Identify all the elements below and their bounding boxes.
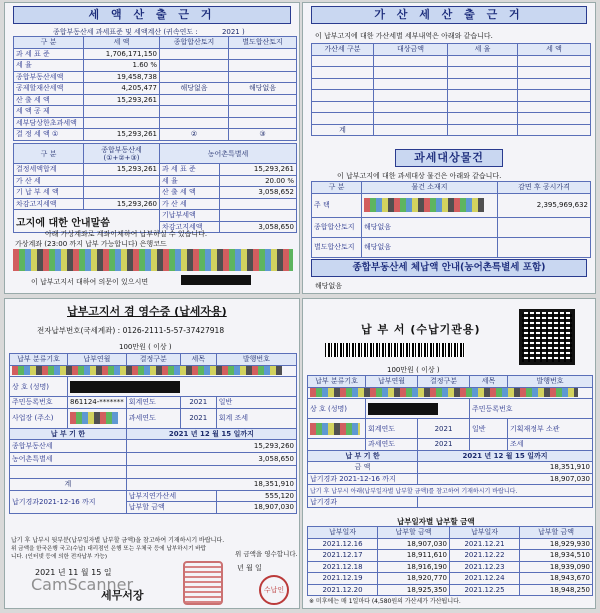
office-name: 세무서장 xyxy=(101,589,144,602)
tax-calc-panel xyxy=(4,2,300,294)
e-pay-number: 전자납부번호(국세계좌) : 0126-2111-5-57-37427918 xyxy=(37,326,225,335)
penalty-table: 가산세 구분 대상금액 세 율 세 액 계 xyxy=(311,43,591,136)
redacted-phone xyxy=(181,275,251,285)
arrears-value: 해당없음 xyxy=(315,282,343,290)
table-row: 기 납 부 세 액 산 출 세 액 3,058,652 xyxy=(14,187,297,199)
guide-line-2: 가상계좌 (23:00 까지 납부 가능합니다) 은행코드 xyxy=(15,240,167,248)
tax-calc-subheader: 종합부동산세 과세표준 및 세액계산 (귀속연도 : 2021 ) xyxy=(53,28,245,36)
redacted-addr xyxy=(70,412,118,424)
table-row: 2021.12.18 18,916,190 2021.12.23 18,939,090 xyxy=(308,561,593,573)
redacted-account xyxy=(13,249,293,271)
penalty-total-label: 계 xyxy=(312,124,374,136)
table-row: 가 산 세 세 율 20.00 % xyxy=(14,175,297,187)
receipt-title: 납부고지서 겸 영수증 (납세자용) xyxy=(67,305,227,318)
property-desc: 이 납부고지에 대한 과세대상 물건은 아래와 같습니다. xyxy=(337,172,502,180)
penalty-desc: 이 납부고지에 대한 가산세별 세부내역은 아래와 같습니다. xyxy=(315,32,493,40)
amount-unit: 100만원 ( 이상 ) xyxy=(387,366,440,374)
table-row: 차감고지세액 15,293,260 가 산 세 xyxy=(14,198,297,210)
issue-date: 2021 년 11 월 15 일 xyxy=(35,568,112,577)
late-note: 납기 후 납부시 뒷부분(납부일자별 납부할 금액)을 참고하여 기재하시기 바랍니다. xyxy=(11,537,225,544)
redacted-addr xyxy=(310,423,360,435)
table-row: 2021.12.20 18,925,350 2021.12.25 18,948,250 xyxy=(308,584,593,596)
bank-table: 납부 분류기호 납부연월 결정구분 세목 발행번호 상 호 (성명) 주민등록번호 회계연도 2021 일반 기획재정부 소관 과세연도 2021 조세 납 부 기 한 2021 년 12 월 15 일까지 금 액 18,351,910 납기경과 2021-12-16 까지 18,907,030 납기 후 납부시 아래(납부일자별 납부할 금액)를 참고하여 기재하시기 바랍니다. 납기경과 xyxy=(307,375,593,508)
table-row: 과 세 표 준 1,706,171,150 xyxy=(14,48,297,60)
guide-heading: 고지에 대한 안내말씀 xyxy=(16,217,110,229)
table-row: 주 택 2,395,969,632 xyxy=(312,193,591,217)
receipt-table: 납부 분류기호 납부연월 결정구분 세목 발행번호 상 호 (성명) 주민등록번호 861124-******* 회계연도 2021 일반 사업장 (주소) 과세연도 2021 회계 조세 납 부 기 한 2021 년 12 월 15 일까지 종합부동산세 15,293,260 농어촌특별세 3,058,650 계 18,351,910 납기경과2021-12-16 까지 납부지연가산세 555,120 납부할 금액 18,907,030 xyxy=(9,353,297,514)
table-row: 공제할재산세액 4,205,477 해당없음 해당없음 xyxy=(14,83,297,95)
schedule-table: 납부일자 납부할 금액 납부일자 납부할 금액 2021.12.16 18,907,030 2021.12.21 18,929,930 2021.12.17 18,911,610 2021.12.22 18,934,510 2021.12.18 18,916,190 2021.12.23 18,939,090 2021.12.19 18,920,770 2021.12.24 18,943,670 2021.12.20 18,925,350 2021.12.25 18,948,250 xyxy=(307,526,593,596)
table-row: 차감고지세액 3,058,650 xyxy=(14,221,297,233)
official-seal xyxy=(183,561,223,605)
footnote-visible: ※ 미후에는 매 1일마다 (4,580원의 가산세가 가산됩니다. xyxy=(309,598,461,605)
pay-note: 위 금액을 한국은행 국고(수납) 대리점인 은행 또는 우체국 등에 납부하시기 바랍니다. (인터넷 등에 의한 전자납부 가능) xyxy=(11,546,207,560)
penalty-title: 가 산 세 산 출 근 거 xyxy=(311,6,587,24)
bank-copy-title: 납 부 서 (수납기관용) xyxy=(361,323,481,336)
receipt-confirm: 위 금액을 영수합니다. xyxy=(235,550,298,558)
redacted-name xyxy=(70,381,180,393)
table-row: 세부담상한초과세액 xyxy=(14,117,297,129)
col-tot: 종합합산토지 xyxy=(160,37,229,49)
qr-code xyxy=(519,309,575,365)
taxpayer-receipt xyxy=(4,298,300,609)
table-row: 결 정 세 액 ① 15,293,261 ② ③ xyxy=(14,129,297,141)
col-se: 세 액 xyxy=(84,37,160,49)
receipt-date: 년 월 일 xyxy=(237,564,262,572)
table-row: 2021.12.17 18,911,610 2021.12.22 18,934,510 xyxy=(308,550,593,562)
receipt-stamp: 수납인 xyxy=(259,575,289,605)
table-row: 종합부동산세액 19,458,738 xyxy=(14,71,297,83)
guide-line-1: 아래 가상계좌로 계좌이체하여 납부하실 수 있습니다. xyxy=(45,230,208,238)
arrears-title: 종합부동산세 체납액 안내(농어촌특별세 포함) xyxy=(311,259,587,277)
redacted-codes xyxy=(12,366,282,375)
table-row: 산 출 세 액 15,293,261 xyxy=(14,94,297,106)
table-row: 2021.12.19 18,920,770 2021.12.24 18,943,670 xyxy=(308,573,593,585)
table-row: 세 율 1.60 % xyxy=(14,60,297,72)
property-table: 구 분 물건 소재지 감면 후 공시가격 주 택 2,395,969,632 종합합산토지 해당없음 별도합산토지 해당없음 xyxy=(311,181,591,258)
penalty-panel xyxy=(302,2,596,294)
tax-calc-title: 세 액 산 출 근 거 xyxy=(13,6,291,24)
col-gu: 구 분 xyxy=(14,37,84,49)
table-row: 고지에 대한 안내말씀 기납부세액 xyxy=(14,210,297,222)
tax-calc-table xyxy=(13,36,297,141)
table-row: 세 액 공 제 xyxy=(14,106,297,118)
table-row: 결정세액합계 15,293,261 과 세 표 준 15,293,261 xyxy=(14,164,297,176)
tax-summary-table: 구 분 종합부동산세 (①+②+③) 농어촌특별세 결정세액합계 15,293,261 과 세 표 준 15,293,261 가 산 세 세 율 20.00 % 기 납 부 세 액 산 출 세 액 3,058,652 차감고지세액 15,293,260 가 산 세 고지에 대한 안내말씀 기납부세액 차감고지세액 3,058,650 xyxy=(13,143,297,233)
property-title: 과세대상물건 xyxy=(395,149,503,167)
redacted-address xyxy=(364,198,484,212)
redacted-name xyxy=(368,403,438,415)
barcode xyxy=(325,343,465,357)
col-sep: 별도합산토지 xyxy=(229,37,297,49)
amount-unit: 100만원 ( 이상 ) xyxy=(119,343,172,351)
bank-copy xyxy=(302,298,596,609)
table-row: 별도합산토지 해당없음 xyxy=(312,237,591,257)
table-row: 2021.12.16 18,907,030 2021.12.21 18,929,930 xyxy=(308,538,593,550)
watermark: CamScanner xyxy=(31,575,134,594)
guide-line-3: 이 납부고지서 대하여 의문이 있으시면 xyxy=(31,278,149,286)
redacted-codes xyxy=(310,388,578,397)
table-row: 종합합산토지 해당없음 xyxy=(312,217,591,237)
schedule-title: 납부일자별 납부할 금액 xyxy=(397,517,475,526)
